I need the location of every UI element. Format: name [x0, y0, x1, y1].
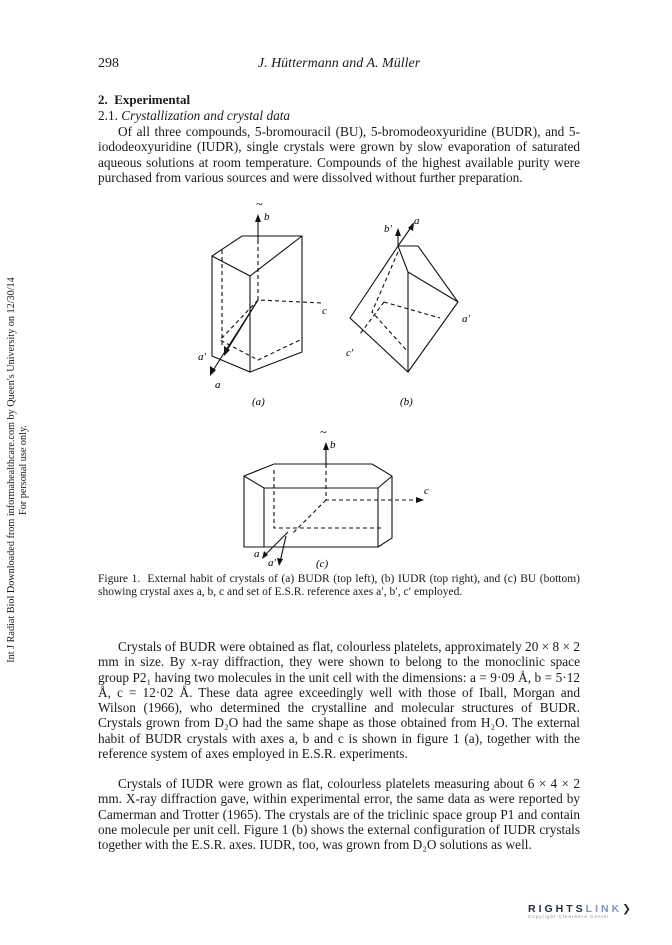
chevron-right-icon: ❯ — [622, 903, 634, 915]
paragraph-budr-text: Crystals of BUDR were obtained as flat, colourless platelets, approximately 20 × 8 × 2 mm in size. By x-ray diffraction, they were shown to belong to the monoclinic space group P2₁ having two molecules in the unit cell with the dimensions: a = 9·09 Å, b = 5·12 Å, c = 12·02 Å. These data agree exceedingly well with those of Iball, Morgan and Wilson (1966), who determined the crystalline and molecular structures of BUDR. Crystals grown from D₂O had the same shape as those obtained from H₂O. The external habit of BUDR crystals with axes a, b and c is shown in figure 1 (a), together with the reference system of axes employed in E.S.R. experiments. — [98, 639, 580, 762]
budr-c-axis — [258, 240, 322, 303]
figure-caption-text: External habit of crystals of (a) BUDR (top left), (b) IUDR (top right), and (c) BU (bottom) showing crystal axes a, b, c and set of E.S.R. reference axes a′, b′, c′ employed. — [98, 573, 580, 598]
section-number: 2. — [98, 92, 108, 107]
panel-a-label: (a) — [252, 396, 265, 408]
iudr-hidden-edge — [372, 252, 408, 352]
rightslink-brand-b: LINK — [585, 903, 623, 915]
download-notice-line1: Int J Radiat Biol Downloaded from informahealthcare.com by Queen's University on 12/30/14 — [6, 277, 17, 663]
section-title: Experimental — [114, 92, 191, 107]
budr-front-edge — [212, 256, 250, 372]
bu-a-prime-axis — [280, 536, 286, 562]
figure-caption — [98, 573, 580, 599]
bu-hidden-diagonal — [292, 500, 326, 534]
bu-top-face — [244, 476, 392, 488]
iudr-a-prime-label: a' — [462, 313, 470, 325]
paragraph-budr — [98, 639, 580, 761]
panel-c-label: (c) — [316, 558, 329, 570]
iudr-b-prime-arrowhead — [395, 228, 401, 236]
budr-b-label: b — [264, 211, 270, 223]
bu-a-prime-label: a' — [268, 557, 276, 569]
crystal-bu — [244, 446, 420, 562]
figure-caption-label: Figure 1. — [98, 573, 141, 585]
iudr-a-label: a — [414, 215, 420, 227]
paragraph-iudr — [98, 776, 580, 852]
budr-a-prime-label: a' — [198, 351, 206, 363]
bu-b-tilde-label: ~ — [320, 425, 327, 439]
bu-a-prime-arrowhead — [277, 558, 283, 566]
budr-b-arrowhead — [255, 214, 261, 222]
download-notice-line2: For personal use only. — [18, 425, 29, 515]
iudr-c-prime-label: c' — [346, 347, 354, 359]
subsection-number: 2.1. — [98, 108, 118, 123]
rightslink-logo[interactable] — [528, 903, 634, 919]
iudr-c-prime-axis — [360, 302, 384, 334]
iudr-top-face — [398, 246, 458, 302]
bu-c-axis — [326, 464, 420, 500]
iudr-b-prime-label: b' — [384, 223, 392, 235]
iudr-outline — [350, 246, 458, 372]
rightslink-brand-a: RIGHTS — [528, 903, 586, 915]
bu-hidden-base — [274, 470, 382, 528]
bu-b-arrowhead — [323, 442, 329, 450]
panel-b-label: (b) — [400, 396, 413, 408]
paragraph-intro-text: Of all three compounds, 5-bromouracil (BU), 5-bromodeoxyuridine (BUDR), and 5-iododeoxyuridine (IUDR), single crystals were grown by slow evaporation of saturated aqueous solutions at room temperature. Compounds of the highest available purity were purchased from various sources and were dissolved without further preparation. — [98, 124, 580, 185]
budr-c-label: c — [322, 305, 327, 317]
subsection-title: Crystallization and crystal data — [121, 108, 291, 123]
bu-c-label: c — [424, 485, 429, 497]
budr-a-prime-axis — [226, 300, 258, 352]
running-title: J. Hüttermann and A. Müller — [257, 56, 421, 71]
crystal-budr — [212, 218, 322, 372]
rightslink-tagline: Copyright Clearance Center — [528, 914, 610, 919]
bu-c-arrowhead — [416, 497, 424, 503]
page-number: 298 — [98, 56, 119, 71]
bu-outline — [244, 464, 392, 547]
bu-b-label: b — [330, 439, 336, 451]
budr-b-tilde-label: ~ — [256, 197, 263, 211]
budr-hidden-base — [220, 300, 300, 360]
budr-a-label: a — [215, 379, 221, 391]
crystal-iudr — [350, 226, 458, 372]
bu-a-label: a — [254, 548, 260, 560]
iudr-a-prime-axis — [384, 302, 440, 318]
paragraph-iudr-text: Crystals of IUDR were grown as flat, colourless platelets measuring about 6 × 4 × 2 mm. X-ray diffraction gave, within experimental error, the same data as were reported by Camerman and Trotter (1965). The crystals are of the triclinic space group P1 and contain one molecule per unit cell. Figure 1 (b) shows the external configuration of IUDR crystals together with the E.S.R. axes. IUDR, too, was grown from D₂O solutions as well. — [98, 776, 580, 853]
